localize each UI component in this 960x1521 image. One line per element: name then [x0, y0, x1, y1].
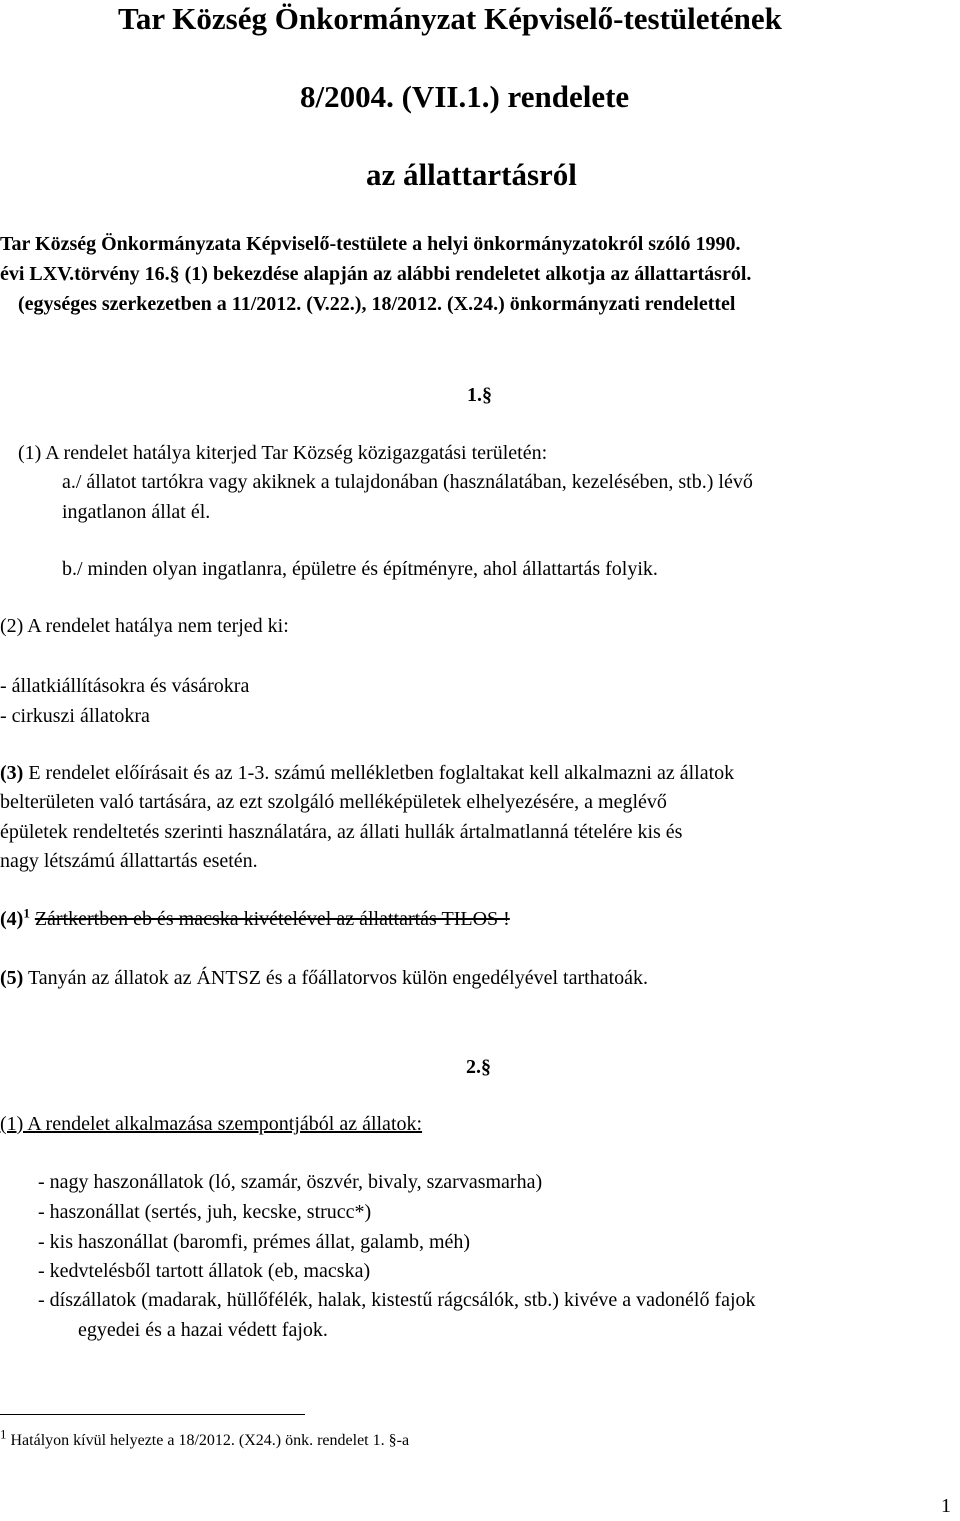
footnote-separator	[0, 1414, 305, 1415]
s1-p2-item2: - cirkuszi állatokra	[0, 705, 150, 727]
s2-item-5-cont: egyedei és a hazai védett fajok.	[78, 1319, 328, 1341]
s1-p5-num: (5)	[0, 967, 24, 989]
title-line-1: Tar Község Önkormányzat Képviselő-testületének	[118, 1, 782, 36]
s1-p1-a-line2: ingatlanon állat él.	[62, 501, 211, 523]
title-line-3: az állattartásról	[366, 157, 577, 192]
section-1-heading: 1.§	[467, 384, 492, 406]
s1-p4	[0, 907, 510, 931]
s1-p3-line4: nagy létszámú állattartás esetén.	[0, 850, 258, 872]
s2-item: - haszonállat (sertés, juh, kecske, strucc*)	[38, 1201, 372, 1223]
preamble-line-1: Tar Község Önkormányzata Képviselő-testülete a helyi önkormányzatokról szóló 1990.	[0, 233, 741, 255]
s1-p4-footnote-ref[interactable]: 1	[23, 905, 30, 921]
s1-p1: (1) A rendelet hatálya kiterjed Tar Község közigazgatási területén:	[18, 442, 548, 464]
s1-p3-num: (3)	[0, 762, 24, 784]
s1-p2-item1: - állatkiállításokra és vásárokra	[0, 675, 250, 697]
footnote-text: Hatályon kívül helyezte a 18/2012. (X24.) önk. rendelet 1. §-a	[10, 1432, 410, 1449]
s1-p5	[0, 966, 648, 990]
s1-p1-a-line1: a./ állatot tartókra vagy akiknek a tulajdonában (használatában, kezelésében, stb.) lévő	[62, 471, 753, 493]
s2-item: - kis haszonállat (baromfi, prémes állat, galamb, méh)	[38, 1231, 471, 1253]
s2-item: - díszállatok (madarak, hüllőfélék, halak, kistestű rágcsálók, stb.) kivéve a vadonélő fajok	[38, 1289, 756, 1311]
section-2-heading: 2.§	[466, 1056, 491, 1078]
footnote	[0, 1426, 410, 1451]
s2-p1: (1) A rendelet alkalmazása szempontjából az állatok:	[0, 1113, 423, 1135]
preamble-line-2: évi LXV.törvény 16.§ (1) bekezdése alapján az alábbi rendeletet alkotja az állattartásról.	[0, 263, 752, 285]
s1-p3-line1	[0, 761, 734, 785]
s1-p2: (2) A rendelet hatálya nem terjed ki:	[0, 615, 289, 637]
page-number: 1	[941, 1495, 951, 1517]
s1-p3-text: E rendelet előírásait és az 1-3. számú mellékletben foglaltakat kell alkalmazni az állatok	[28, 762, 735, 784]
preamble-line-3: (egységes szerkezetben a 11/2012. (V.22.), 18/2012. (X.24.) önkormányzati rendelettel	[18, 293, 736, 315]
footnote-marker: 1	[0, 1426, 7, 1442]
s1-p4-text: Zártkertben eb és macska kivételével az állattartás TILOS !	[34, 908, 510, 930]
s2-item: - kedvtelésből tartott állatok (eb, macska)	[38, 1260, 371, 1282]
s1-p3-line2: belterületen való tartására, az ezt szolgáló melléképületek elhelyezésére, a meglévő	[0, 791, 667, 813]
title-line-2: 8/2004. (VII.1.) rendelete	[300, 79, 630, 114]
s1-p4-num: (4)	[0, 908, 24, 930]
s1-p1-b: b./ minden olyan ingatlanra, épületre és építményre, ahol állattartás folyik.	[62, 558, 658, 580]
s1-p5-text: Tanyán az állatok az ÁNTSZ és a főállatorvos külön engedélyével tarthatoák.	[27, 967, 648, 989]
s2-item: - nagy haszonállatok (ló, szamár, öszvér, bivaly, szarvasmarha)	[38, 1171, 543, 1193]
s1-p3-line3: épületek rendeltetés szerinti használatára, az állati hullák ártalmatlanná tételére kis és	[0, 821, 683, 843]
